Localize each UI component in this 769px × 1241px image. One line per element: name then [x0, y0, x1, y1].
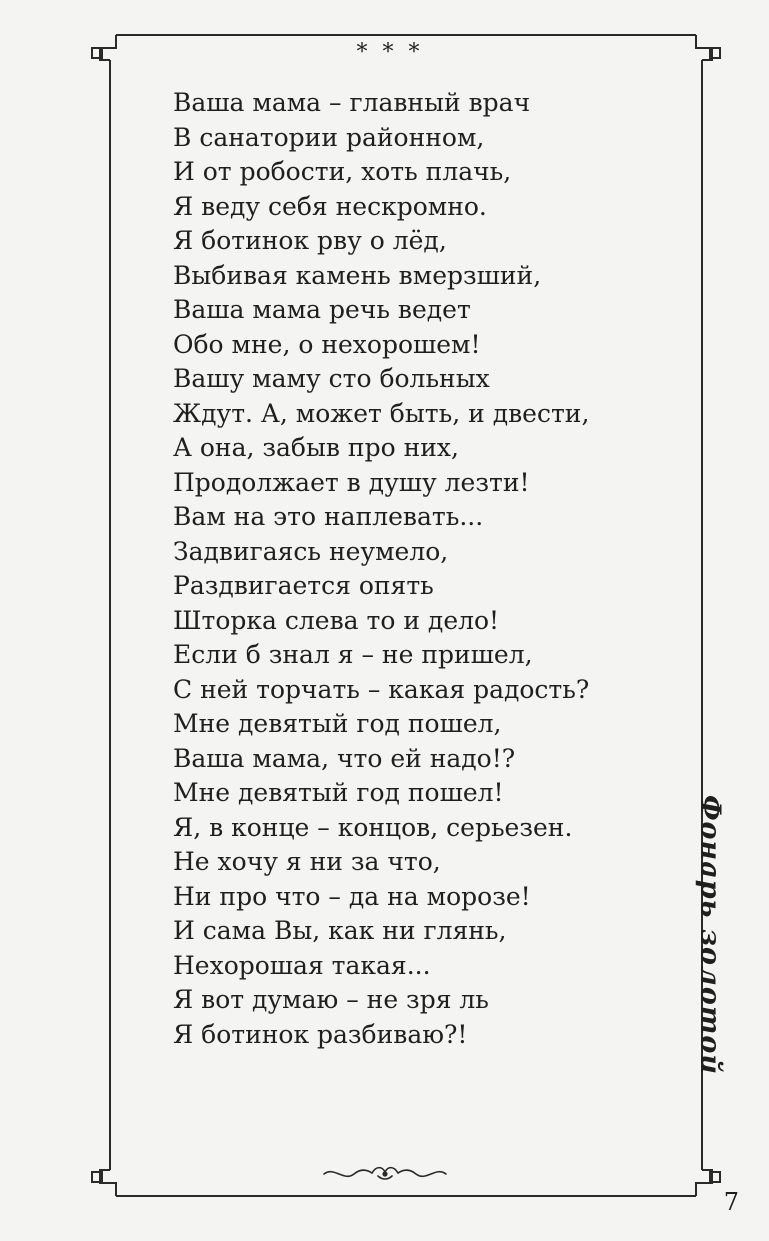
poem-line: Задвигаясь неумело,: [173, 536, 449, 566]
poem-line: Я, в конце – концов, серьезен.: [173, 812, 573, 842]
poem-line: Шторка слева то и дело!: [173, 605, 500, 635]
poem-line: Я вот думаю – не зря ль: [173, 985, 489, 1014]
poem-line: Я ботинок рву о лёд,: [173, 226, 447, 255]
poem-line: С ней торчать – какая радость?: [173, 674, 590, 704]
poem-line: Нехорошая такая...: [173, 950, 431, 980]
book-title-vertical: Фонарь золотой: [694, 794, 726, 1076]
poem-line: Ни про что – да на морозе!: [173, 881, 531, 911]
poem-line: Выбивая камень вмерзший,: [173, 260, 542, 290]
poem-line: Я ботинок разбиваю?!: [173, 1019, 468, 1049]
poem-line: Вашу маму сто больных: [173, 364, 490, 393]
poem-line: Ваша мама – главный врач: [173, 88, 531, 117]
poem-line: Обо мне, о нехорошем!: [173, 329, 481, 359]
section-ornament-stars: * * *: [356, 40, 424, 65]
poem-line: Если б знал я – не пришел,: [173, 640, 533, 669]
poem-line: Не хочу я ни за что,: [173, 847, 441, 876]
poem-line: И от робости, хоть плачь,: [173, 157, 512, 186]
poem-line: Ваша мама речь ведет: [173, 295, 471, 324]
poem-line: И сама Вы, как ни глянь,: [173, 916, 507, 945]
poem-line: Раздвигается опять: [173, 571, 434, 600]
poem-body: [173, 86, 643, 1052]
poem-line: Ждут. А, может быть, и двести,: [173, 398, 590, 428]
flourish-ornament-icon: [320, 1162, 450, 1184]
poem-line: А она, забыв про них,: [173, 433, 459, 462]
poem-line: Я веду себя нескромно.: [173, 191, 487, 221]
poem-line: В санатории районном,: [173, 122, 485, 152]
poem-line: Мне девятый год пошел,: [173, 709, 502, 738]
page-number: 7: [723, 1188, 739, 1216]
poem-line: Продолжает в душу лезти!: [173, 467, 530, 497]
poem-line: Мне девятый год пошел!: [173, 778, 504, 807]
poem-line: Вам на это наплевать...: [173, 502, 484, 531]
poem-line: Ваша мама, что ей надо!?: [173, 743, 516, 773]
